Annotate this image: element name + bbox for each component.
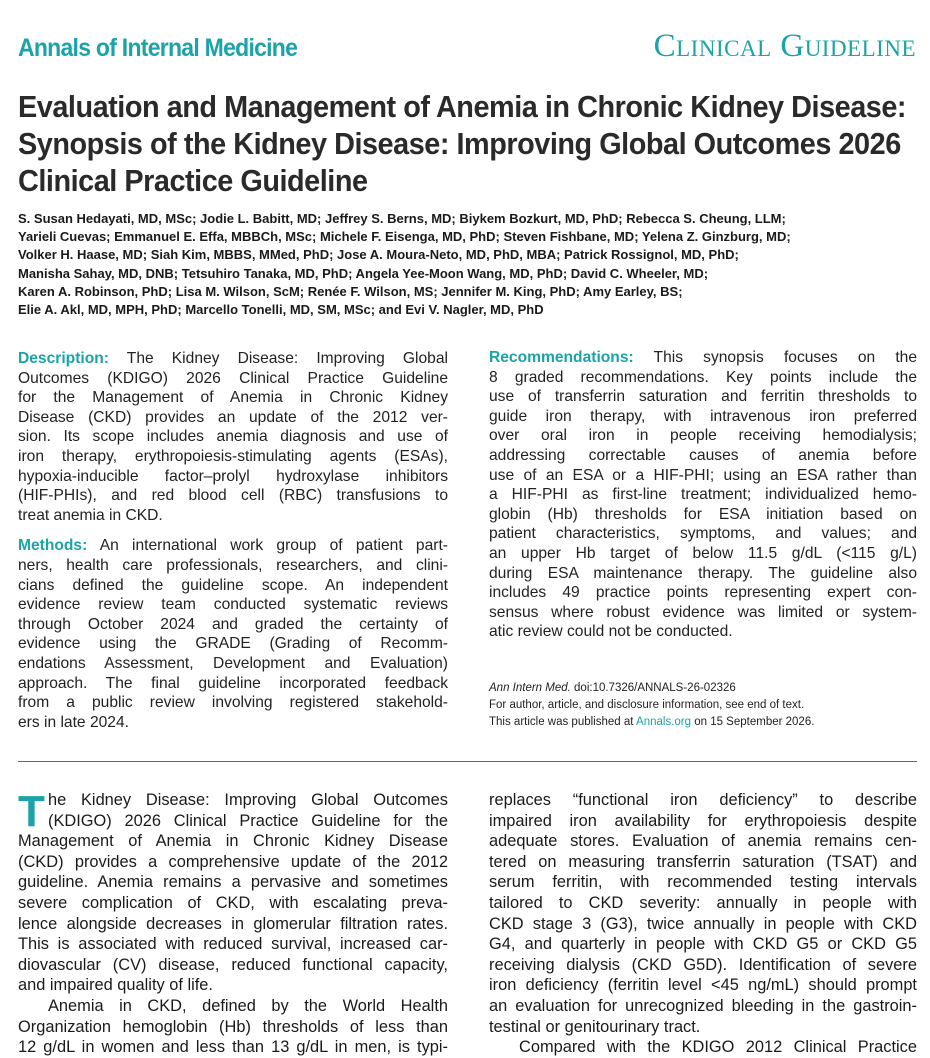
body-left-column <box>18 787 448 1058</box>
abstract-line: hypoxia-inducible factor–prolyl hydroxylase inhibitors <box>18 467 448 485</box>
title-line: Evaluation and Management of Anemia in Chronic Kidney Disease: <box>18 89 907 124</box>
abstract-line: use of transferrin saturation and ferritin thresholds to <box>489 388 917 406</box>
abstract-line: a HIF-PHI as first-line treatment; individualized hemo- <box>489 486 917 504</box>
abstract-line: over oral iron in people receiving hemodialysis; <box>489 427 917 445</box>
published-prefix: This article was published at <box>489 716 637 728</box>
abstract-line: sensus where robust evidence was limited or system- <box>489 603 917 621</box>
description-label: Description: <box>18 350 109 367</box>
abstract-text: The Kidney Disease: Improving Global <box>108 350 448 367</box>
body-line: Organization hemoglobin (Hb) thresholds of less than <box>18 1017 448 1036</box>
title-line: Clinical Practice Guideline <box>18 163 368 198</box>
body-line: (KDIGO) 2026 Clinical Practice Guideline for the <box>48 811 448 830</box>
abstract-line: atic review could not be conducted. <box>489 623 733 641</box>
body-line: receiving dialysis (CKD G5D). Identification of severe <box>489 955 917 974</box>
body-line: Management of Anemia in Chronic Kidney Disease <box>18 832 448 851</box>
body-right-column <box>489 790 917 1058</box>
abstract-line: through October 2024 and graded the certainty of <box>18 615 448 633</box>
author-line: Yarieli Cuevas; Emmanuel E. Effa, MBBCh, MSc; Michele F. Eisenga, MD, PhD; Steven Fishbane, MD; Yelena Z. Ginzburg, MD; <box>18 229 791 245</box>
abstract-line: for the Management of Anemia in Chronic Kidney <box>18 389 448 407</box>
body-line: replaces “functional iron deficiency” to describe <box>489 791 917 809</box>
body-line: tered on measuring transferrin saturation (TSAT) and <box>489 852 917 871</box>
doi-text: doi:10.7326/ANNALS-26-02326 <box>570 682 736 694</box>
drop-cap: T <box>18 787 45 836</box>
body-line: an evaluation for unrecognized bleeding in the gastroin- <box>489 996 917 1015</box>
author-line: Karen A. Robinson, PhD; Lisa M. Wilson, ScM; Renée F. Wilson, MS; Jennifer M. King, PhD; Amy Earley, BS; <box>18 283 683 299</box>
recommendations-label: Recommendations: <box>489 349 634 366</box>
abstract-line: patient characteristics, symptoms, and values; and <box>489 525 917 543</box>
body-line: severe complication of CKD, with escalating preva- <box>18 893 448 912</box>
abstract-line: an upper Hb target of below 11.5 g/dL (<115 g/L) <box>489 544 917 562</box>
abstract-line: ers in late 2024. <box>18 713 129 731</box>
abstract-text: This synopsis focuses on the <box>633 349 917 366</box>
abstract-left-column <box>18 349 448 743</box>
citation-line <box>489 680 917 697</box>
abstract-line: guide iron therapy, with intravenous iron preferred <box>489 407 917 425</box>
abstract-right-column <box>489 348 917 642</box>
abstract-line: endations Assessment, Development and Evaluation) <box>18 654 448 672</box>
body-line: impaired iron availability for erythropoiesis despite <box>489 811 917 830</box>
body-line: Anemia in CKD, defined by the World Health <box>48 996 448 1015</box>
body-line: and impaired quality of life. <box>18 976 213 995</box>
section-divider <box>18 761 917 762</box>
journal-name: Annals of Internal Medicine <box>18 34 298 62</box>
annals-link[interactable]: Annals.org <box>636 716 692 728</box>
body-line: testinal or genitourinary tract. <box>489 1017 701 1036</box>
abstract-line: addressing correctable causes of anemia before <box>489 446 917 464</box>
body-line: lence alongside decreases in glomerular filtration rates. <box>18 914 448 933</box>
author-line: Manisha Sahay, MD, DNB; Tetsuhiro Tanaka, MD, PhD; Angela Yee-Moon Wang, MD, PhD; David C. Wheeler, MD; <box>18 265 709 281</box>
abstract-line: approach. The final guideline incorporated feedback <box>18 674 448 692</box>
abstract-line <box>18 349 448 369</box>
abstract-line: includes 49 practice points representing expert con- <box>489 584 917 602</box>
abstract-line: 8 graded recommendations. Key points include the <box>489 368 917 386</box>
description-paragraph <box>18 349 448 525</box>
abstract-line: from a public review involving registered stakehold- <box>18 694 448 712</box>
author-line: Elie A. Akl, MD, MPH, PhD; Marcello Tonelli, MD, SM, MSc; and Evi V. Nagler, MD, PhD <box>18 302 544 318</box>
abstract-line: sion. Its scope includes anemia diagnosis and use of <box>18 428 448 446</box>
methods-paragraph <box>18 536 448 732</box>
abstract-line: ners, health care professionals, researchers, and clini- <box>18 556 448 574</box>
body-line: 12 g/dL in women and less than 13 g/dL in men, is typi- <box>18 1038 448 1057</box>
body-line: he Kidney Disease: Improving Global Outcomes <box>48 791 448 809</box>
body-line: (CKD) provides a comprehensive update of the 2012 <box>18 852 448 871</box>
abstract-line: Outcomes (KDIGO) 2026 Clinical Practice Guideline <box>18 369 448 387</box>
abstract-line: globin (Hb) thresholds for ESA initiation based on <box>489 505 917 523</box>
abstract-line: during ESA maintenance therapy. The guideline also <box>489 564 917 582</box>
abstract-line: evidence review team conducted systematic reviews <box>18 596 448 614</box>
abstract-line: evidence using the GRADE (Grading of Recomm- <box>18 635 448 653</box>
abstract-line: cians defined the guideline scope. An independent <box>18 576 448 594</box>
recommendations-paragraph <box>489 348 917 642</box>
abstract-line <box>18 536 448 556</box>
body-line: tailored to CKD severity: annually in people with <box>489 893 917 912</box>
abstract-line: treat anemia in CKD. <box>18 506 163 524</box>
abstract-line: Disease (CKD) provides an update of the 2012 ver- <box>18 408 448 426</box>
body-line: G4, and quarterly in people with CKD G5 or CKD G5 <box>489 935 917 954</box>
body-line: serum ferritin, with recommended testing intervals <box>489 873 917 892</box>
abstract-line: iron therapy, erythropoiesis-stimulating agents (ESAs), <box>18 447 448 465</box>
published-note <box>489 714 917 731</box>
abstract-line: (HIF-PHIs), and red blood cell (RBC) transfusions to <box>18 487 448 505</box>
methods-label: Methods: <box>18 537 88 555</box>
body-line: CKD stage 3 (G3), twice annually in people with CKD <box>489 914 917 933</box>
body-line: Compared with the KDIGO 2012 Clinical Practice <box>519 1038 917 1057</box>
body-line: guideline. Anemia remains a pervasive and sometimes <box>18 873 448 892</box>
title-line: Synopsis of the Kidney Disease: Improving Global Outcomes 2026 <box>18 126 901 161</box>
body-line: iron deficiency (ferritin level <45 ng/mL) should prompt <box>489 976 917 995</box>
abstract-text: An international work group of patient part- <box>87 537 448 555</box>
body-line: adequate stores. Evaluation of anemia remains cen- <box>489 832 917 851</box>
abstract-line: use of an ESA or a HIF-PHI; using an ESA rather than <box>489 466 917 484</box>
published-suffix: on 15 September 2026. <box>691 716 815 728</box>
section-label: Clinical Guideline <box>653 28 916 64</box>
author-line: Volker H. Haase, MD; Siah Kim, MBBS, MMed, PhD; Jose A. Moura-Neto, MD, PhD, MBA; Patrick Rossignol, MD, PhD; <box>18 247 739 263</box>
body-line: diovascular (CV) disease, reduced functional capacity, <box>18 955 448 974</box>
author-list <box>18 210 918 319</box>
abstract-line <box>489 348 917 368</box>
disclosure-note: For author, article, and disclosure information, see end of text. <box>489 699 805 711</box>
citation-journal: Ann Intern Med. <box>489 682 571 694</box>
citation-block <box>489 680 917 731</box>
author-line: S. Susan Hedayati, MD, MSc; Jodie L. Babitt, MD; Jeffrey S. Berns, MD; Biykem Bozkurt, MD, PhD; Rebecca S. Cheung, LLM; <box>18 211 786 226</box>
body-line: This is associated with reduced survival, increased car- <box>18 935 448 954</box>
article-title <box>18 88 918 199</box>
